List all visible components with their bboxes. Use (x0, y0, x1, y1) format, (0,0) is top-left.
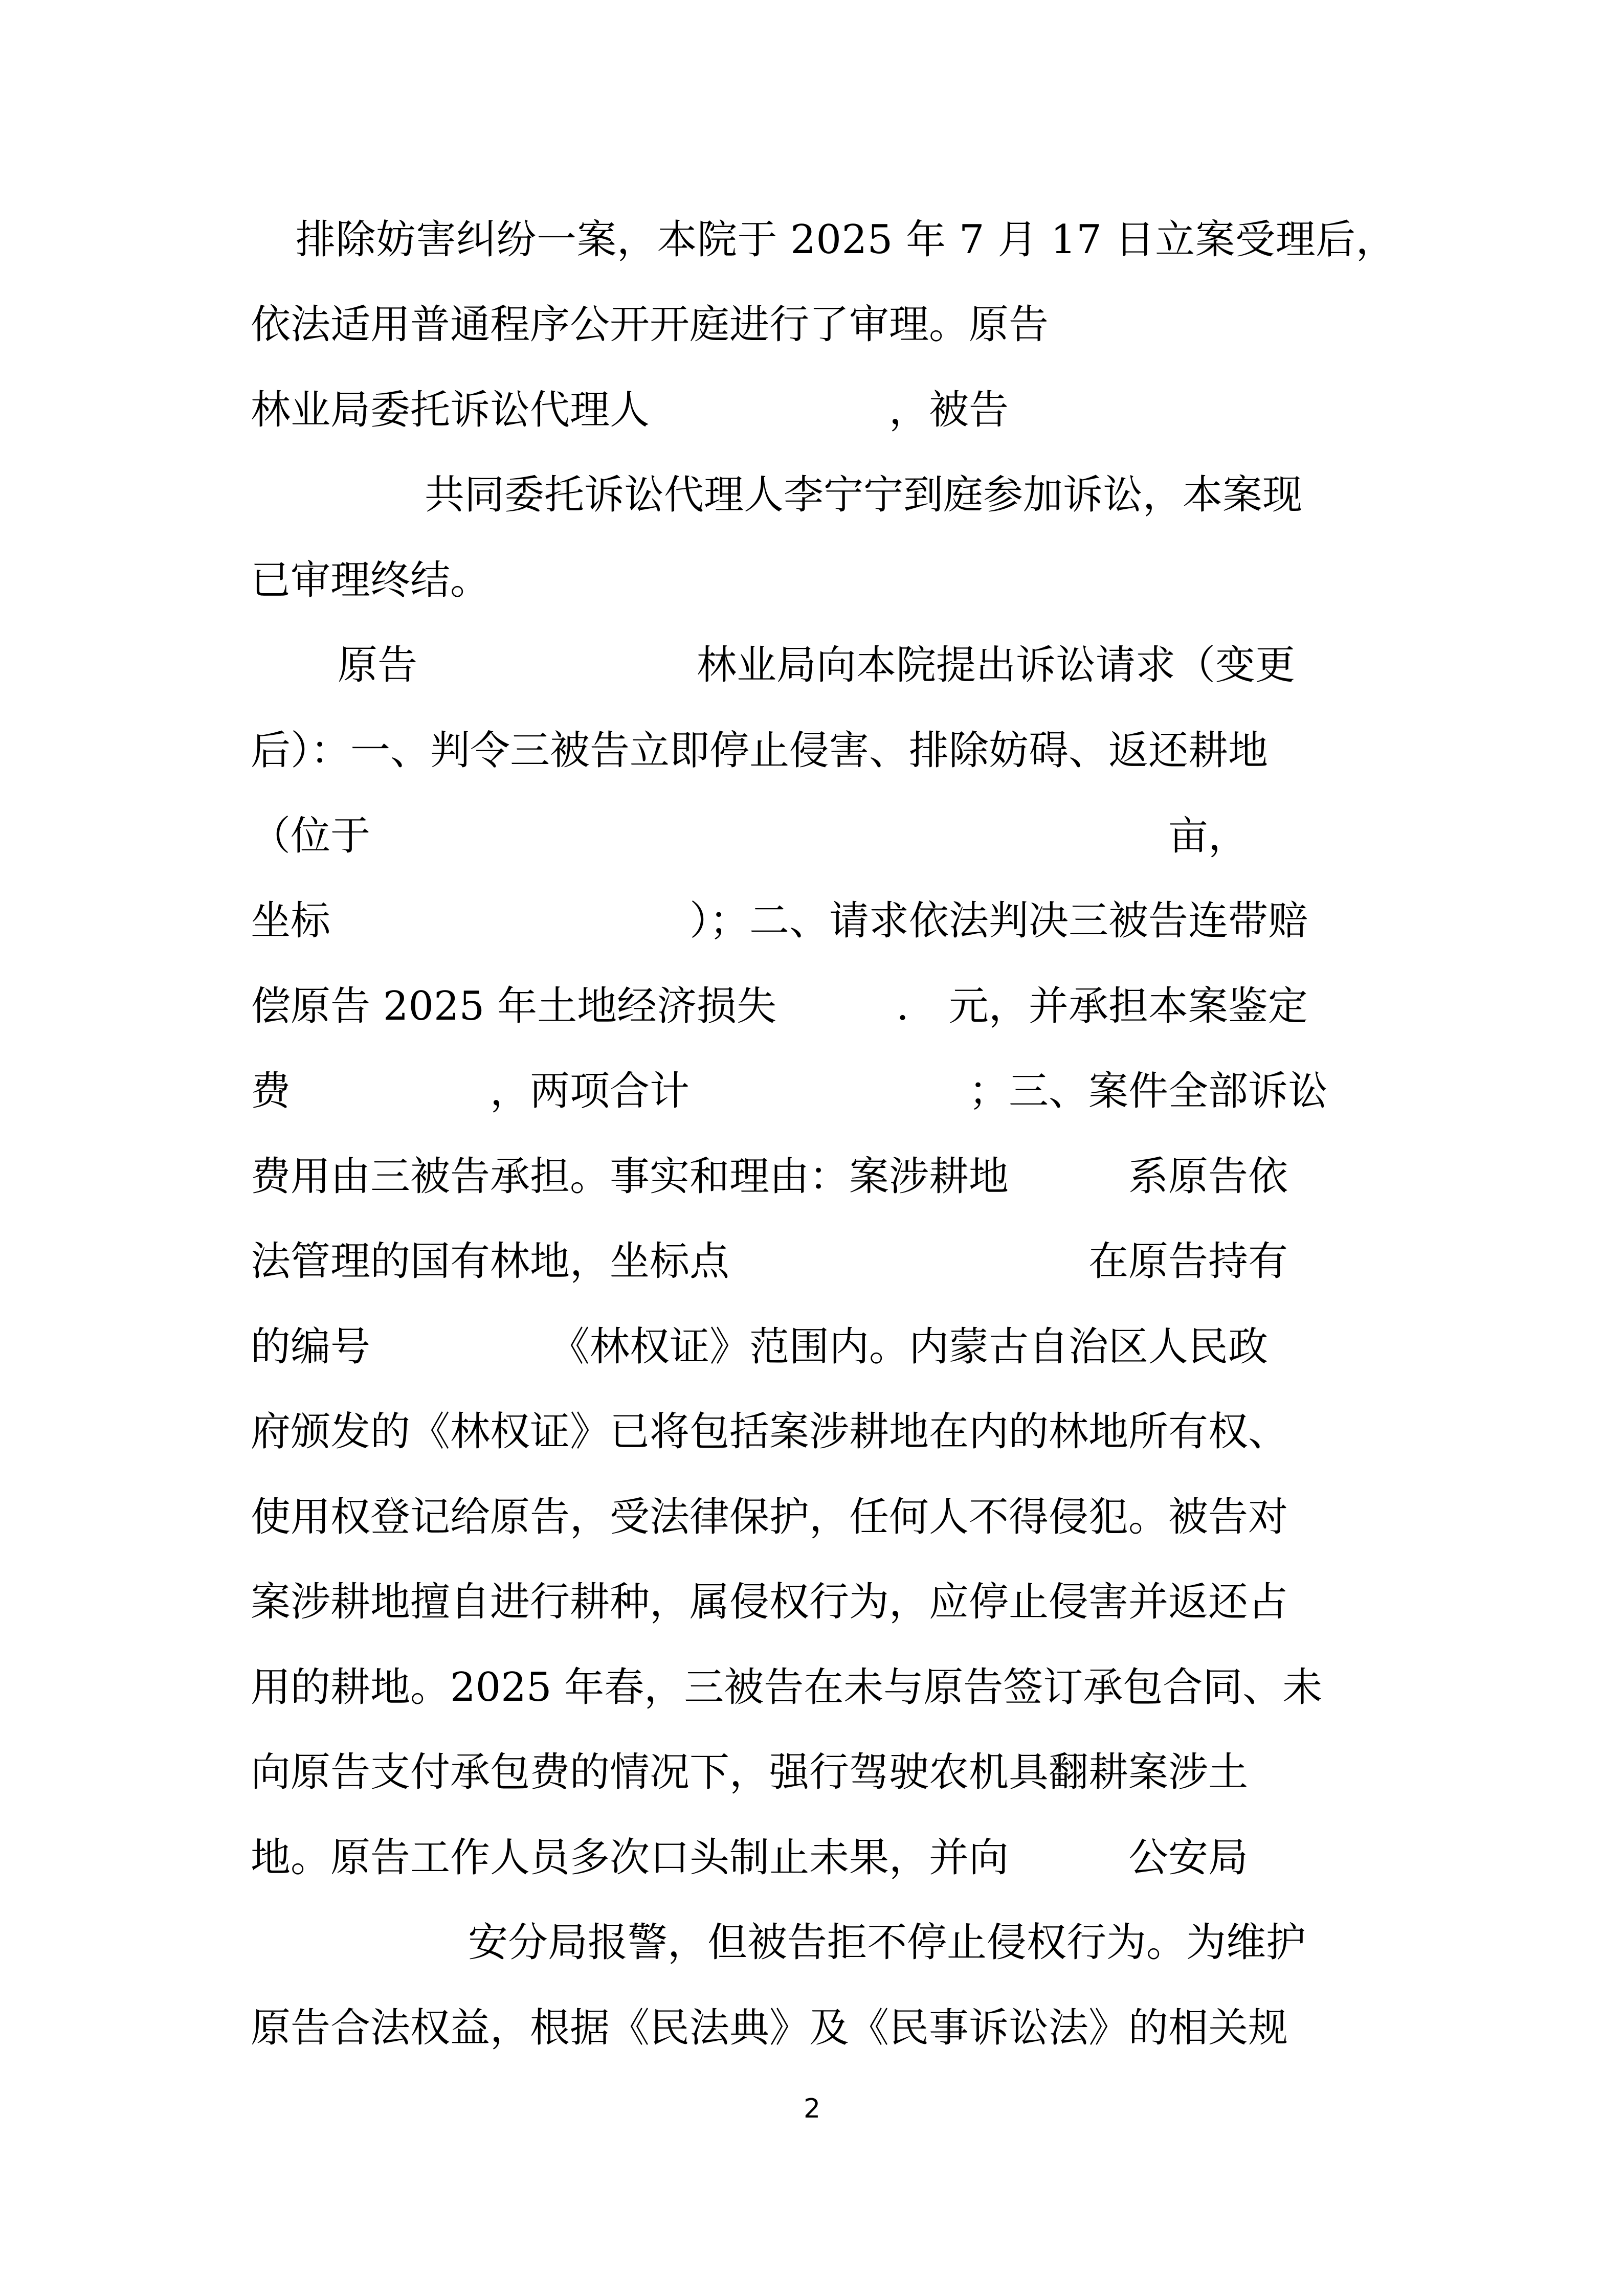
page-number: 2 (803, 2094, 821, 2124)
text-line: 地。原告工作人员多次口头制止未果，并向 公安局 (251, 1835, 1249, 1881)
text-line: 向原告支付承包费的情况下，强行驾驶农机具翻耕案涉土 (251, 1749, 1249, 1795)
text-line: 安分局报警，但被告拒不停止侵权行为。为维护 (468, 1920, 1306, 1966)
text-line: 府颁发的《林权证》已将包括案涉耕地在内的林地所有权、 (251, 1409, 1288, 1455)
text-line: 的编号 《林权证》范围内。内蒙古自治区人民政 (251, 1324, 1269, 1370)
text-line: 法管理的国有林地，坐标点 在原告持有 (251, 1239, 1288, 1285)
text-line: 用的耕地。2025 年春，三被告在未与原告签订承包合同、未 (251, 1664, 1323, 1710)
text-line: （位于 亩， (251, 813, 1249, 859)
text-line: 排除妨害纠纷一案，本院于 2025 年 7 月 17 日立案受理后， (296, 217, 1396, 263)
text-line: 原告合法权益，根据《民法典》及《民事诉讼法》的相关规 (251, 2005, 1288, 2051)
text-line: 费 ，两项合计 ；三、案件全部诉讼 (251, 1068, 1328, 1114)
text-line: 后）：一、判令三被告立即停止侵害、排除妨碍、返还耕地 (251, 728, 1269, 774)
text-line: 已审理终结。 (251, 557, 491, 603)
text-line: 原告 林业局向本院提出诉讼请求（变更 (338, 642, 1296, 688)
text-line: 使用权登记给原告，受法律保护，任何人不得侵犯。被告对 (251, 1494, 1288, 1540)
text-line: 依法适用普通程序公开开庭进行了审理。原告 (251, 302, 1049, 348)
text-line: 共同委托诉讼代理人李宁宁到庭参加诉讼，本案现 (425, 472, 1303, 518)
text-line: 偿原告 2025 年土地经济损失 . 元，并承担本案鉴定 (251, 983, 1308, 1029)
text-line: 费用由三被告承担。事实和理由：案涉耕地 系原告依 (251, 1154, 1288, 1200)
text-line: 坐标 ）；二、请求依法判决三被告连带赔 (251, 898, 1308, 944)
text-line: 案涉耕地擅自进行耕种，属侵权行为，应停止侵害并返还占 (251, 1579, 1288, 1625)
text-line: 林业局委托诉讼代理人 ，被告 (251, 387, 1009, 433)
